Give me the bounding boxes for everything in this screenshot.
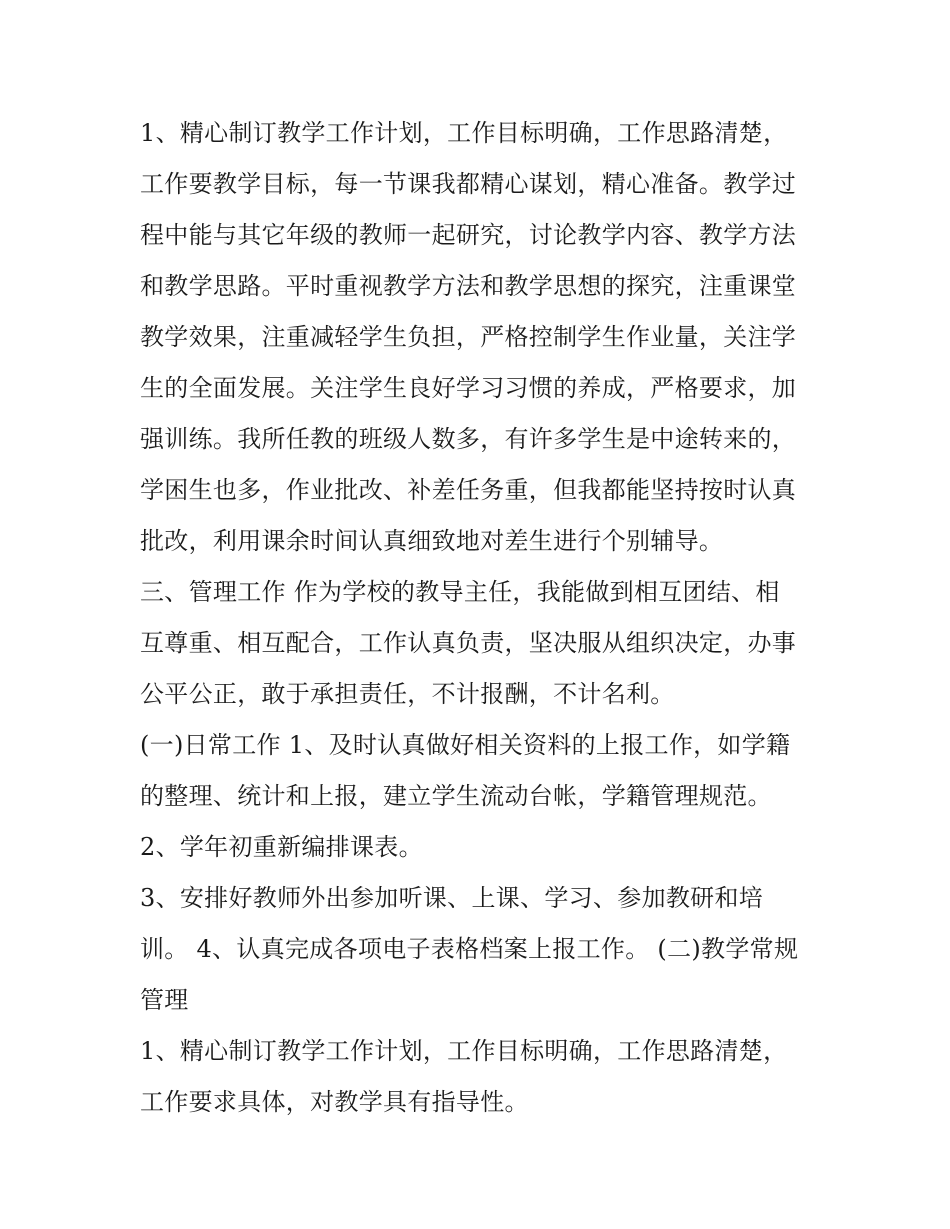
text-line-18: 管理 — [140, 986, 189, 1014]
text-line-7: 强训练。我所任教的班级人数多，有许多学生是中途转来的， — [140, 425, 797, 453]
text-line-11: 互尊重、相互配合，工作认真负责，坚决服从组织决定，办事 — [140, 629, 797, 657]
text-line-8: 学困生也多，作业批改、补差任务重，但我都能坚持按时认真 — [140, 476, 797, 504]
text-line-9: 批改，利用课余时间认真细致地对差生进行个别辅导。 — [140, 527, 724, 555]
text-line-19: 1、精心制订教学工作计划，工作目标明确，工作思路清楚， — [140, 1037, 788, 1065]
text-line-17: 训。 4、认真完成各项电子表格档案上报工作。 (二)教学常规 — [140, 935, 799, 963]
text-line-4: 和教学思路。平时重视教学方法和教学思想的探究，注重课堂 — [140, 272, 797, 300]
text-line-1: 1、精心制订教学工作计划，工作目标明确，工作思路清楚， — [140, 119, 788, 147]
text-line-16: 3、安排好教师外出参加听课、上课、学习、参加教研和培 — [140, 884, 764, 912]
text-line-13: (一)日常工作 1、及时认真做好相关资料的上报工作，如学籍 — [140, 731, 791, 759]
text-line-6: 生的全面发展。关注学生良好学习习惯的养成，严格要求，加 — [140, 374, 797, 402]
text-line-14: 的整理、统计和上报，建立学生流动台帐，学籍管理规范。 — [140, 782, 772, 810]
text-line-10: 三、管理工作 作为学校的教导主任，我能做到相互团结、相 — [140, 578, 780, 606]
document-body — [140, 108, 840, 1128]
text-line-2: 工作要教学目标，每一节课我都精心谋划，精心准备。教学过 — [140, 170, 797, 198]
text-line-15: 2、学年初重新编排课表。 — [140, 833, 423, 861]
text-line-12: 公平公正，敢于承担责任，不计报酬，不计名利。 — [140, 680, 675, 708]
text-line-5: 教学效果，注重减轻学生负担，严格控制学生作业量，关注学 — [140, 323, 797, 351]
text-line-3: 程中能与其它年级的教师一起研究，讨论教学内容、教学方法 — [140, 221, 797, 249]
text-line-20: 工作要求具体，对教学具有指导性。 — [140, 1088, 529, 1116]
